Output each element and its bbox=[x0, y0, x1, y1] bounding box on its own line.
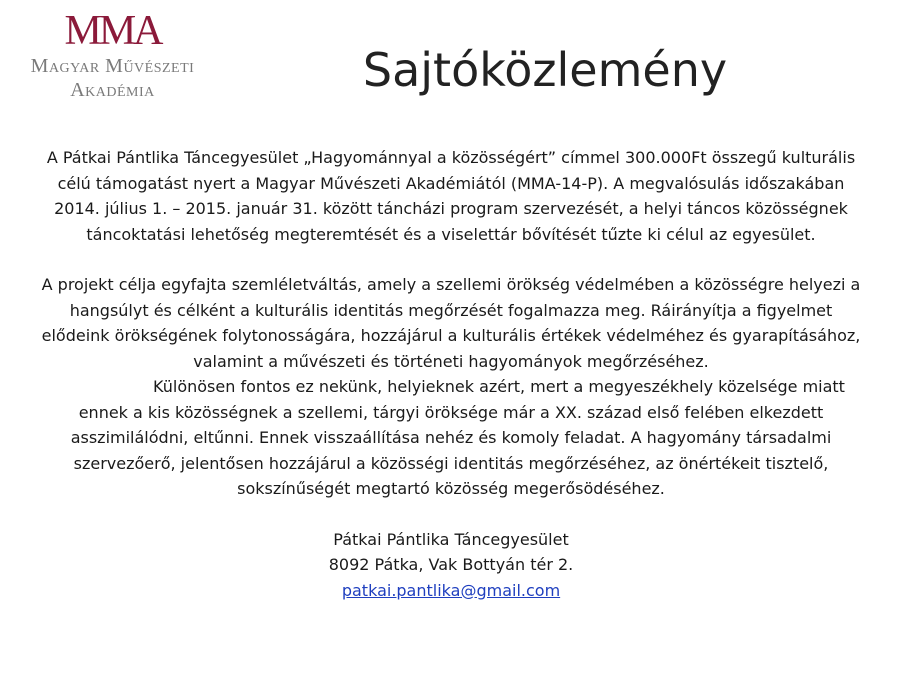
press-release-body bbox=[40, 145, 862, 603]
paragraph-1: A Pátkai Pántlika Táncegyesület „Hagyománnyal a közösségért” címmel 300.000Ft összegű kulturális célú támogatást nyert a Magyar Művészeti Akadémiától (MMA-14-P). A megvalósulás időszakában 2014. július 1. – 2015. január 31. között táncházi program szervezését, a helyi táncos közösségnek táncoktatási lehetőség megteremtését és a viselettár bővítését tűzte ki célul az egyesület. bbox=[46, 148, 856, 244]
spacer bbox=[40, 247, 862, 272]
paragraph-2: A projekt célja egyfajta szemléletváltás, amely a szellemi örökség védelmében a közösségre helyezi a hangsúlyt és célként a kulturális identitás megőrzését fogalmazza meg. Ráirányítja a figyelmet elődeink örökségének folytonosságára, hozzájárul a kulturális értékek védelméhez és gyarapításához, valamint a művészeti és történeti hagyományok megőrzéséhez. bbox=[41, 275, 861, 371]
logo-line-1: Magyar Művészeti bbox=[30, 55, 195, 77]
contact-address: 8092 Pátka, Vak Bottyán tér 2. bbox=[328, 555, 574, 574]
contact-email-line bbox=[40, 578, 862, 604]
spacer bbox=[40, 502, 862, 527]
paragraph-3-wrapper bbox=[40, 374, 862, 502]
logo-mark: MMA bbox=[64, 8, 161, 54]
mma-logo bbox=[0, 10, 225, 102]
paragraph-3: Különösen fontos ez nekünk, helyieknek azért, mert a megyeszékhely közelsége miatt ennek a kis közösségnek a szellemi, tárgyi öröksége már a XX. század első felében elkezdett asszimilálódni, eltűnni. Ennek visszaállítása nehéz és komoly feladat. A hagyomány társadalmi szervezőerő, jelentősen hozzájárul a közösségi identitás megőrzéséhez, az önértékeit tisztelő, sokszínűségét megtartó közösség megerősödéséhez. bbox=[70, 377, 845, 498]
contact-email-link[interactable]: patkai.pantlika@gmail.com bbox=[341, 580, 561, 600]
page-title: Sajtóközlemény bbox=[362, 43, 728, 97]
logo-line-2: Akadémia bbox=[70, 79, 155, 101]
contact-name: Pátkai Pántlika Táncegyesület bbox=[333, 529, 569, 549]
